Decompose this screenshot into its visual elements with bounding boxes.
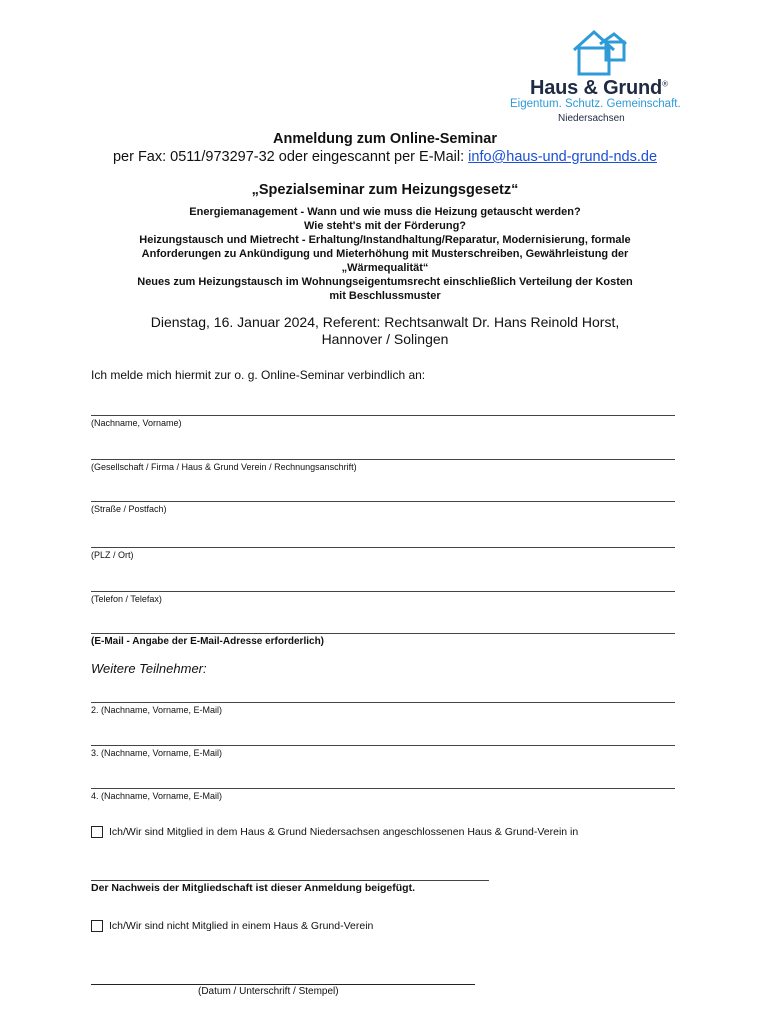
topic-line: Wie steht's mit der Förderung? bbox=[303, 220, 467, 232]
signature-field[interactable] bbox=[91, 984, 475, 985]
fax-instructions: per Fax: 0511/973297-32 oder eingescannt per E-Mail: bbox=[112, 149, 469, 165]
registration-intro: Ich melde mich hiermit zur o. g. Online-Seminar verbindlich an: bbox=[91, 368, 426, 382]
field-caption: 2. (Nachname, Vorname, E-Mail) bbox=[91, 705, 223, 715]
company-field[interactable] bbox=[91, 459, 675, 460]
haus-und-grund-logo bbox=[508, 28, 688, 126]
logo-brand: Haus & Grund® bbox=[530, 77, 668, 99]
field-caption: 4. (Nachname, Vorname, E-Mail) bbox=[91, 791, 223, 801]
house-icon bbox=[570, 28, 628, 78]
topic-line: Heizungstausch und Mietrecht - Erhaltung/Instandhaltung/Reparatur, Modernisierung, formale bbox=[139, 234, 631, 246]
email-link[interactable]: info@haus-und-grund-nds.de bbox=[468, 149, 658, 165]
date-line: Hannover / Solingen bbox=[321, 331, 449, 347]
topic-line: Anforderungen zu Ankündigung und Mieterhöhung mit Musterschreiben, Gewährleistung der bbox=[141, 248, 629, 260]
seminar-topics bbox=[80, 205, 690, 303]
seminar-name: „Spezialseminar zum Heizungsgesetz“ bbox=[251, 182, 519, 198]
member-checkbox[interactable] bbox=[91, 826, 103, 838]
signature-caption: (Datum / Unterschrift / Stempel) bbox=[198, 986, 339, 997]
field-caption: (Nachname, Vorname) bbox=[91, 418, 182, 428]
topic-line: „Wärmequalität“ bbox=[341, 262, 429, 274]
topic-line: Energiemanagement - Wann und wie muss die Heizung getauscht werden? bbox=[189, 206, 581, 218]
logo-region: Niedersachsen bbox=[558, 113, 625, 124]
date-line: Dienstag, 16. Januar 2024, Referent: Rechtsanwalt Dr. Hans Reinold Horst, bbox=[150, 314, 620, 330]
logo-tagline: Eigentum. Schutz. Gemeinschaft. bbox=[510, 98, 681, 110]
field-caption: (E-Mail - Angabe der E-Mail-Adresse erforderlich) bbox=[91, 636, 325, 647]
zip-city-field[interactable] bbox=[91, 547, 675, 548]
field-caption: 3. (Nachname, Vorname, E-Mail) bbox=[91, 748, 223, 758]
field-caption: (PLZ / Ort) bbox=[91, 550, 134, 560]
street-field[interactable] bbox=[91, 501, 675, 502]
name-field[interactable] bbox=[91, 415, 675, 416]
field-caption: (Telefon / Telefax) bbox=[91, 594, 162, 604]
phone-field[interactable] bbox=[91, 591, 675, 592]
member-option[interactable] bbox=[91, 826, 578, 838]
membership-proof-note: Der Nachweis der Mitgliedschaft ist dieser Anmeldung beigefügt. bbox=[91, 882, 416, 894]
topic-line: mit Beschlussmuster bbox=[329, 290, 441, 302]
topic-line: Neues zum Heizungstausch im Wohnungseigentumsrecht einschließlich Verteilung der Kosten bbox=[137, 276, 633, 288]
participant-3-field[interactable] bbox=[91, 745, 675, 746]
more-participants-heading: Weitere Teilnehmer: bbox=[91, 661, 207, 676]
member-checkbox-label: Ich/Wir sind Mitglied in dem Haus & Grund Niedersachsen angeschlossenen Haus & Grund-Verein in bbox=[109, 826, 579, 838]
seminar-date bbox=[0, 314, 770, 348]
form-title: Anmeldung zum Online-Seminar bbox=[273, 131, 497, 147]
email-field[interactable] bbox=[91, 633, 675, 634]
field-caption: (Gesellschaft / Firma / Haus & Grund Verein / Rechnungsanschrift) bbox=[91, 462, 357, 472]
nonmember-checkbox[interactable] bbox=[91, 920, 103, 932]
nonmember-option[interactable] bbox=[91, 920, 373, 932]
nonmember-checkbox-label: Ich/Wir sind nicht Mitglied in einem Haus & Grund-Verein bbox=[109, 920, 374, 932]
field-caption: (Straße / Postfach) bbox=[91, 504, 167, 514]
form-subtitle bbox=[0, 149, 770, 165]
participant-2-field[interactable] bbox=[91, 702, 675, 703]
participant-4-field[interactable] bbox=[91, 788, 675, 789]
association-field[interactable] bbox=[91, 880, 489, 881]
